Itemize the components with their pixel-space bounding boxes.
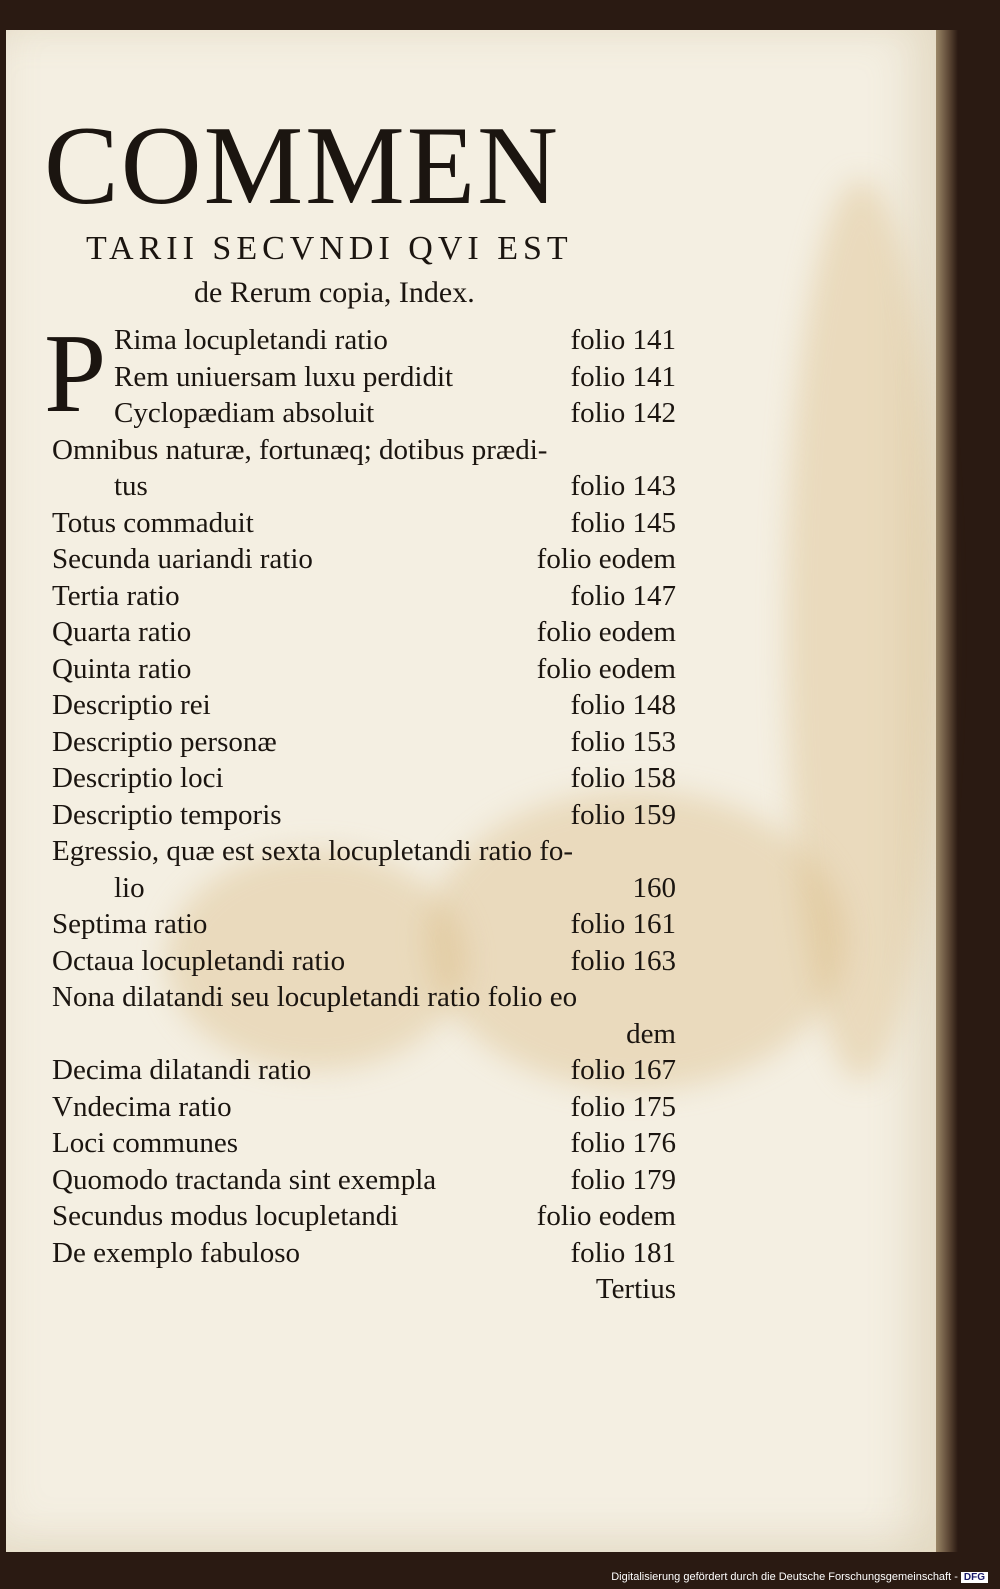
index-entry xyxy=(44,872,684,909)
index-entry xyxy=(44,324,684,361)
entry-label: Totus commaduit xyxy=(52,506,254,539)
index-entry xyxy=(44,1273,684,1310)
index-entry xyxy=(44,361,684,398)
entry-label: Secundus modus locupletandi xyxy=(52,1200,399,1232)
entry-label: Loci communes xyxy=(52,1127,239,1159)
index-entry xyxy=(44,689,684,726)
entry-label: Nona dilatandi seu locupletandi ratio folio eo xyxy=(52,981,578,1013)
title-subtitle: TARII SECVNDI QVI EST xyxy=(86,230,573,267)
index-entry xyxy=(44,762,684,799)
entry-label: Septima ratio xyxy=(52,908,208,940)
entry-label: Quinta ratio xyxy=(52,652,192,685)
index-entry xyxy=(44,908,684,945)
entry-folio: folio eodem xyxy=(536,543,676,575)
entry-folio: folio 148 xyxy=(570,689,676,721)
entry-label: Rem uniuersam luxu perdidit xyxy=(114,360,454,393)
entry-label: Omnibus naturæ, fortunæq; dotibus prædi- xyxy=(52,433,548,466)
entry-label: Octaua locupletandi ratio xyxy=(52,944,346,977)
index-entry xyxy=(44,1091,684,1128)
entry-label: Vndecima ratio xyxy=(52,1090,232,1123)
index-entry xyxy=(44,726,684,763)
entry-label: Descriptio personæ xyxy=(52,725,277,758)
index-entry xyxy=(44,507,684,544)
entry-label: tus xyxy=(114,470,148,502)
index-entry xyxy=(44,653,684,690)
entry-label: Descriptio temporis xyxy=(52,798,282,831)
entry-folio: dem xyxy=(626,1017,676,1050)
entry-folio: folio 141 xyxy=(570,360,676,393)
page-edge xyxy=(936,30,958,1552)
drop-cap: P xyxy=(44,312,107,436)
entry-label: Quomodo tractanda sint exempla xyxy=(52,1163,437,1196)
index-entry xyxy=(44,1018,684,1055)
index-entry xyxy=(44,543,684,580)
entry-folio: folio eodem xyxy=(536,616,676,648)
entry-folio: folio 179 xyxy=(570,1163,676,1196)
entry-label: lio xyxy=(114,871,145,904)
entry-label: Descriptio loci xyxy=(52,762,224,794)
index-entry xyxy=(44,616,684,653)
entry-label: De exemplo fabuloso xyxy=(52,1236,301,1269)
index-entries xyxy=(44,312,684,1310)
entry-label: Secunda uariandi ratio xyxy=(52,543,313,575)
entry-folio: folio 176 xyxy=(570,1127,676,1159)
entry-folio: folio 159 xyxy=(570,798,676,831)
index-entry xyxy=(44,835,684,872)
entry-label: Cyclopædiam absoluit xyxy=(114,397,375,429)
entry-folio: folio 175 xyxy=(570,1090,676,1123)
entry-folio: folio 145 xyxy=(570,506,676,539)
entry-folio: folio 161 xyxy=(570,908,676,940)
entry-folio: folio 142 xyxy=(570,397,676,429)
entry-folio: 160 xyxy=(632,871,676,904)
credit-text: Digitalisierung gefördert durch die Deutsche Forschungsgemeinschaft - xyxy=(611,1571,958,1583)
index-entry xyxy=(44,1054,684,1091)
dfg-logo: DFG xyxy=(961,1572,988,1583)
title-commen: COMMEN xyxy=(44,104,561,228)
entry-folio: folio 158 xyxy=(570,762,676,794)
index-entry xyxy=(44,397,684,434)
entry-label: Rima locupletandi ratio xyxy=(114,324,388,356)
entry-folio: folio eodem xyxy=(536,652,676,685)
index-content xyxy=(44,104,684,1310)
entry-label: Descriptio rei xyxy=(52,689,211,721)
entry-folio: folio 141 xyxy=(570,324,676,356)
index-entry xyxy=(44,434,684,471)
title-index: de Rerum copia, Index. xyxy=(194,276,475,309)
entry-folio: folio eodem xyxy=(536,1200,676,1232)
entry-label: Quarta ratio xyxy=(52,616,192,648)
entry-folio: folio 143 xyxy=(570,470,676,502)
entry-folio: folio 153 xyxy=(570,725,676,758)
entry-folio: Tertius xyxy=(595,1273,676,1305)
index-entry xyxy=(44,1200,684,1237)
index-entry xyxy=(44,945,684,982)
digitization-credit xyxy=(611,1571,988,1583)
entry-label: Decima dilatandi ratio xyxy=(52,1054,312,1086)
index-entry xyxy=(44,981,684,1018)
entry-label: Tertia ratio xyxy=(52,579,180,612)
entry-folio: folio 181 xyxy=(570,1236,676,1269)
index-entry xyxy=(44,799,684,836)
entry-folio: folio 167 xyxy=(570,1054,676,1086)
index-entry xyxy=(44,1127,684,1164)
entry-label: Egressio, quæ est sexta locupletandi ratio fo- xyxy=(52,835,574,867)
index-entry xyxy=(44,1237,684,1274)
index-entry xyxy=(44,1164,684,1201)
index-entry xyxy=(44,470,684,507)
index-entry xyxy=(44,580,684,617)
entry-folio: folio 163 xyxy=(570,944,676,977)
entry-folio: folio 147 xyxy=(570,579,676,612)
